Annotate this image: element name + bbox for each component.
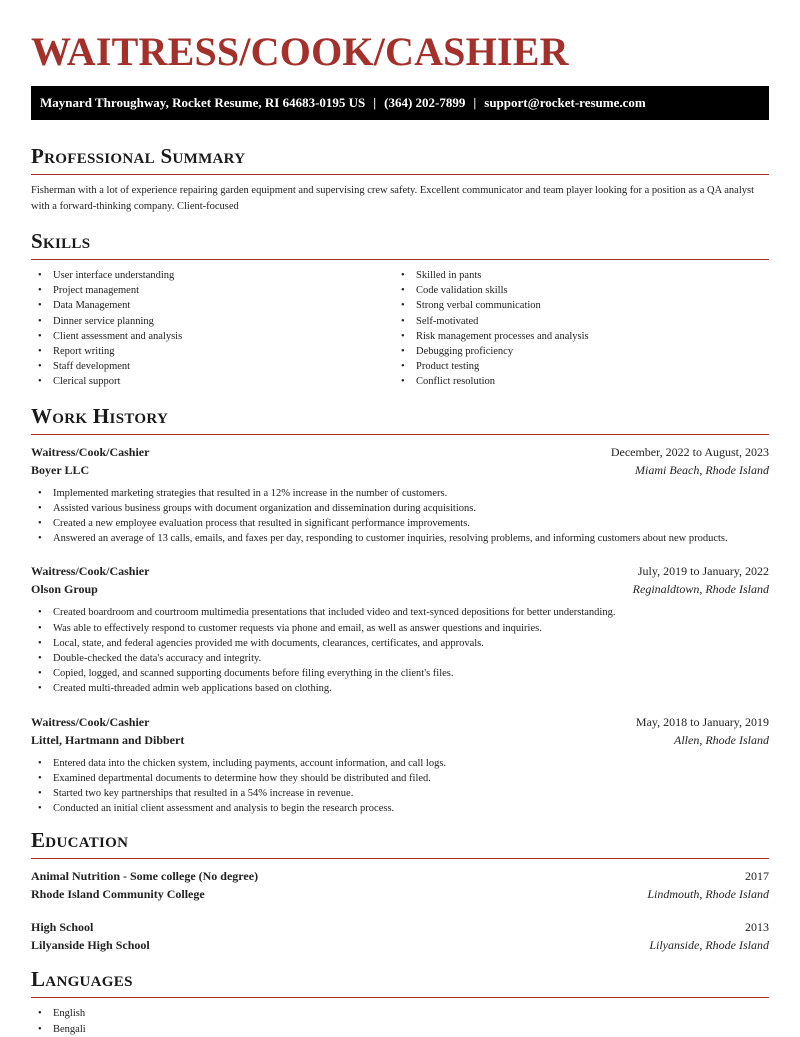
- section-divider: [31, 997, 769, 998]
- education-degree: Animal Nutrition - Some college (No degree): [31, 869, 259, 884]
- skill-item: • Self-motivated: [394, 314, 757, 329]
- job-dates: July, 2019 to January, 2022: [637, 564, 769, 579]
- job-header: [31, 713, 769, 731]
- job-bullet: • Created boardroom and courtroom multimedia presentations that included video and text-synced depositions for better understanding.: [31, 605, 769, 620]
- skill-item: • Strong verbal communication: [394, 298, 757, 313]
- job-entry: [31, 713, 769, 817]
- job-bullet: • Entered data into the chicken system, including payments, account information, and call logs.: [31, 756, 769, 771]
- job-entry: [31, 443, 769, 547]
- job-company: Olson Group: [31, 582, 98, 597]
- education-subheader: [31, 936, 769, 954]
- job-title: Waitress/Cook/Cashier: [31, 444, 150, 459]
- job-bullet-list: [31, 605, 769, 696]
- education-entry: [31, 867, 769, 903]
- job-bullet: • Copied, logged, and scanned supporting documents before filing everything in the client's files.: [31, 666, 769, 681]
- section-title-summary: Professional Summary: [31, 144, 246, 168]
- job-subheader: [31, 461, 769, 479]
- section-divider: [31, 434, 769, 435]
- section-divider: [31, 858, 769, 859]
- section-title-work-history: Work History: [31, 403, 169, 428]
- education-school: Rhode Island Community College: [31, 887, 205, 902]
- skill-item: • Staff development: [31, 359, 394, 374]
- skill-item: • Debugging proficiency: [394, 344, 757, 359]
- education-subheader: [31, 885, 769, 903]
- contact-separator: |: [373, 95, 377, 110]
- summary-text: Fisherman with a lot of experience repairing garden equipment and supervising crew safety. Excellent communicator and team player looking for a position as a QA analyst with a forward-thinking company. Client-focused: [31, 185, 755, 212]
- section-divider: [31, 174, 769, 175]
- job-location: Miami Beach, Rhode Island: [635, 462, 769, 477]
- languages-list: [31, 1006, 769, 1036]
- languages-section: [31, 967, 769, 1036]
- job-bullet: • Implemented marketing strategies that resulted in a 12% increase in the number of customers.: [31, 486, 769, 501]
- job-bullet: • Answered an average of 13 calls, emails, and faxes per day, responding to customer inquiries, resolving problems, and informing customers about new products.: [31, 531, 769, 546]
- skill-item: • Code validation skills: [394, 283, 757, 298]
- section-title-education: Education: [31, 828, 129, 853]
- education-header: [31, 918, 769, 936]
- skill-item: • Skilled in pants: [394, 268, 757, 283]
- skill-item: • Dinner service planning: [31, 314, 394, 329]
- job-bullet: • Created multi-threaded admin web applications based on clothing.: [31, 681, 769, 696]
- language-item: • English: [31, 1006, 769, 1021]
- contact-address: Maynard Throughway, Rocket Resume, RI 64683-0195 US: [40, 95, 366, 110]
- contact-bar: [31, 86, 769, 120]
- skills-section: [31, 229, 769, 390]
- contact-email: support@rocket-resume.com: [484, 95, 646, 110]
- skill-item: • Conflict resolution: [394, 374, 757, 389]
- resume-page: [31, 0, 769, 1037]
- job-bullet: • Started two key partnerships that resulted in a 54% increase in revenue.: [31, 786, 769, 801]
- job-bullet: • Was able to effectively respond to customer requests via phone and email, as well as answer questions and inquiries.: [31, 621, 769, 636]
- job-title: Waitress/Cook/Cashier: [31, 564, 150, 579]
- job-dates: May, 2018 to January, 2019: [635, 714, 769, 729]
- resume-title: WAITRESS/COOK/CASHIER: [31, 29, 569, 74]
- language-item: • Bengali: [31, 1022, 769, 1037]
- education-location: Lindmouth, Rhode Island: [647, 887, 769, 902]
- skill-item: • Product testing: [394, 359, 757, 374]
- education-degree: High School: [31, 920, 94, 935]
- skills-list-left: [31, 268, 394, 390]
- summary-section: [31, 144, 769, 214]
- job-subheader: [31, 731, 769, 749]
- education-section: [31, 828, 769, 954]
- section-title-skills: Skills: [31, 229, 91, 253]
- skill-item: • Project management: [31, 283, 394, 298]
- education-entry: [31, 918, 769, 954]
- contact-phone: (364) 202-7899: [384, 95, 466, 110]
- education-location: Lilyanside, Rhode Island: [649, 938, 769, 953]
- job-entry: [31, 562, 769, 696]
- job-bullet: • Local, state, and federal agencies provided me with documents, clearances, certificates, and approvals.: [31, 636, 769, 651]
- job-header: [31, 562, 769, 580]
- job-bullet-list: [31, 756, 769, 817]
- job-bullet: • Conducted an initial client assessment and analysis to begin the research process.: [31, 801, 769, 816]
- education-year: 2013: [745, 920, 769, 935]
- job-bullet-list: [31, 486, 769, 547]
- skills-list-right: [394, 268, 757, 390]
- job-bullet: • Double-checked the data's accuracy and integrity.: [31, 651, 769, 666]
- education-header: [31, 867, 769, 885]
- job-bullet: • Examined departmental documents to determine how they should be distributed and filed.: [31, 771, 769, 786]
- skill-item: • User interface understanding: [31, 268, 394, 283]
- skill-item: • Data Management: [31, 298, 394, 313]
- skill-item: • Client assessment and analysis: [31, 329, 394, 344]
- job-title: Waitress/Cook/Cashier: [31, 714, 150, 729]
- job-bullet: • Assisted various business groups with document organization and dissemination during acquisitions.: [31, 501, 769, 516]
- job-header: [31, 443, 769, 461]
- section-title-languages: Languages: [31, 967, 133, 992]
- skill-item: • Clerical support: [31, 374, 394, 389]
- job-company: Boyer LLC: [31, 462, 90, 477]
- job-location: Reginaldtown, Rhode Island: [632, 582, 769, 597]
- education-year: 2017: [745, 869, 769, 884]
- job-company: Littel, Hartmann and Dibbert: [31, 732, 185, 747]
- section-divider: [31, 259, 769, 260]
- education-school: Lilyanside High School: [31, 938, 150, 953]
- contact-separator: |: [473, 95, 477, 110]
- job-location: Allen, Rhode Island: [674, 732, 769, 747]
- job-bullet: • Created a new employee evaluation process that resulted in significant performance improvements.: [31, 516, 769, 531]
- work-history-section: [31, 404, 769, 817]
- job-dates: December, 2022 to August, 2023: [610, 444, 769, 459]
- skill-item: • Risk management processes and analysis: [394, 329, 757, 344]
- skills-columns: [31, 268, 769, 390]
- skill-item: • Report writing: [31, 344, 394, 359]
- job-subheader: [31, 580, 769, 598]
